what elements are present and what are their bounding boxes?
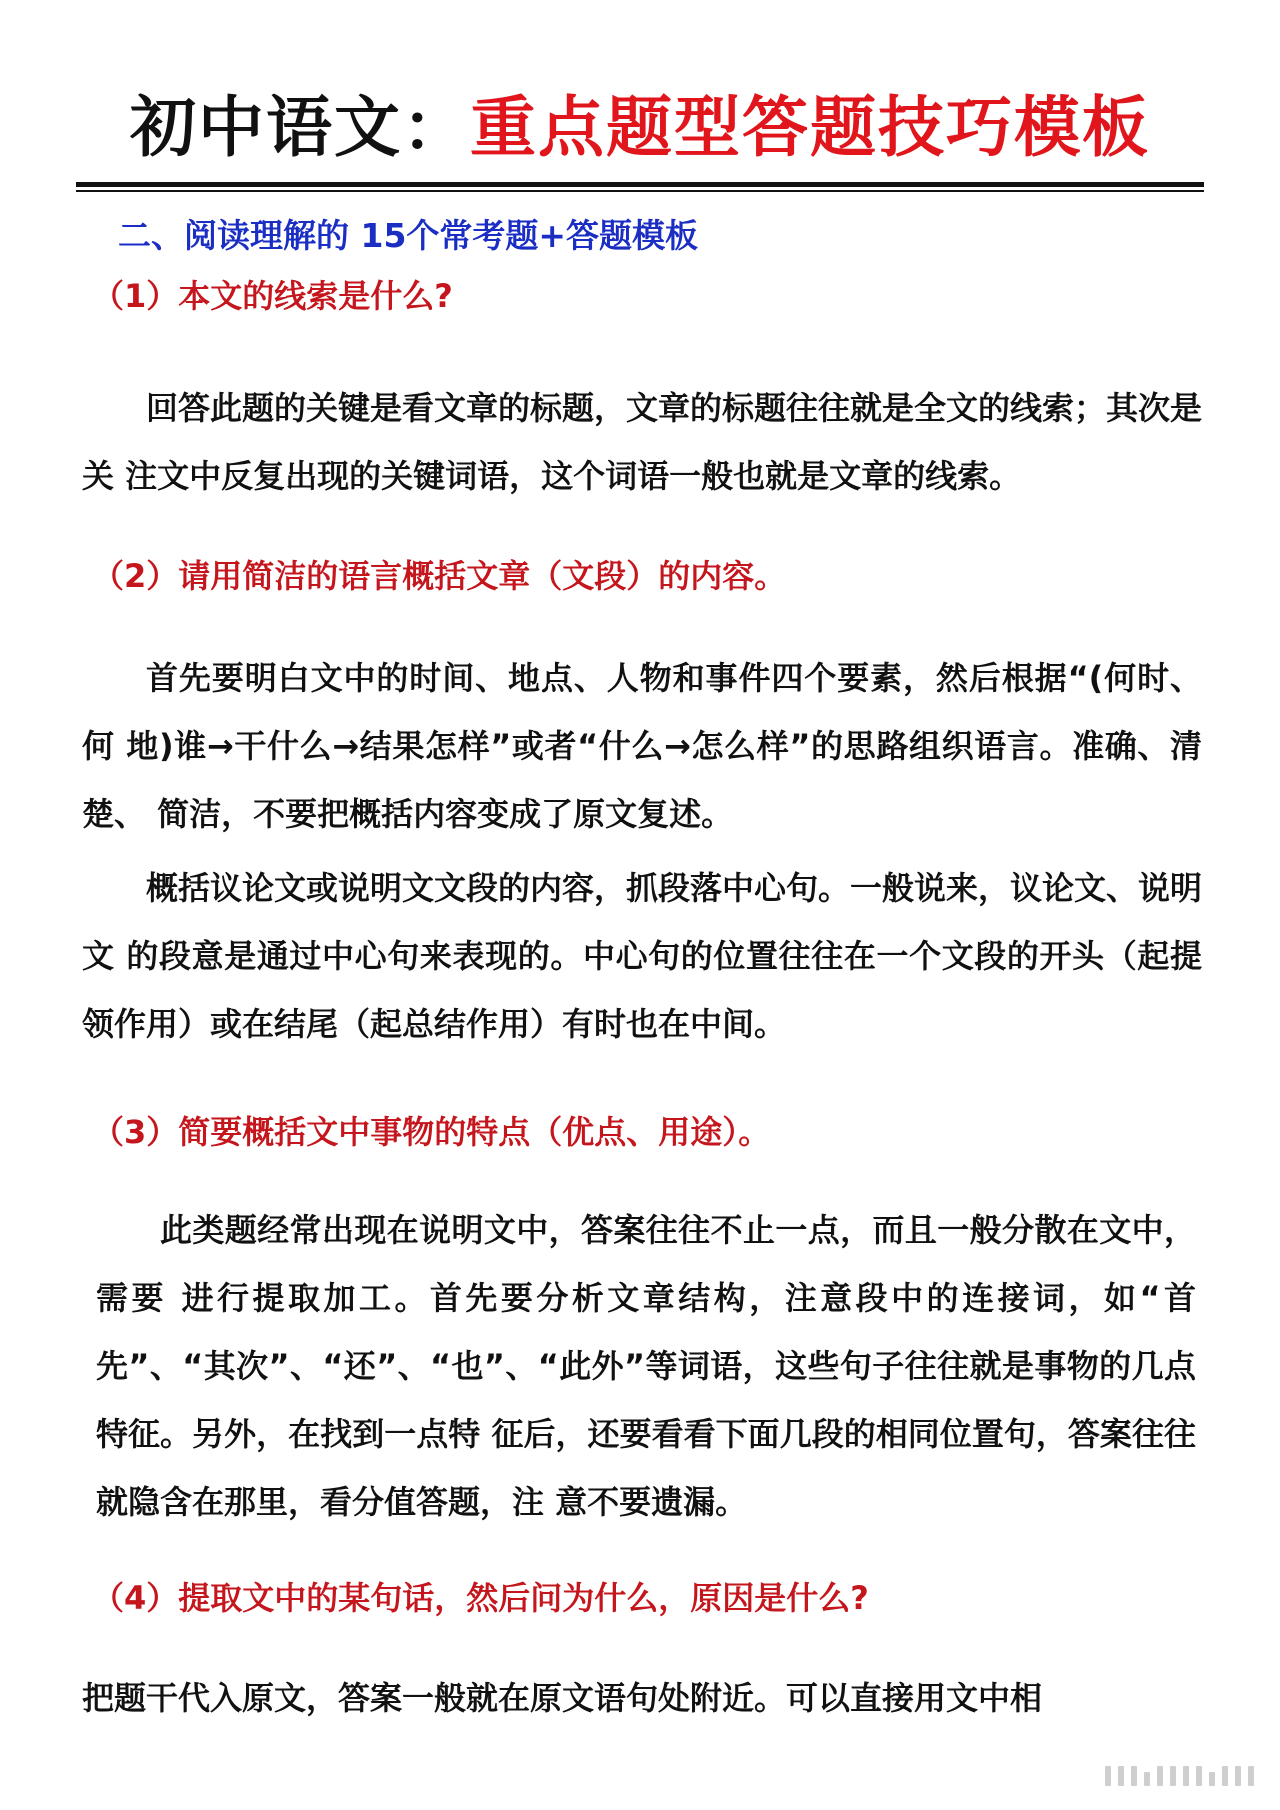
answer-1-paragraph-1: 回答此题的关键是看文章的标题，文章的标题往往就是全文的线索；其次是关 注文中反复出现的关键词语，这个词语一般也就是文章的线索。 xyxy=(82,389,1203,495)
answer-3-paragraph-1: 此类题经常出现在说明文中，答案往往不止一点，而且一般分散在文中，需要 进行提取加工。首先要分析文章结构，注意段中的连接词，如“首先”、“其次”、“还”、“也”、“此外”等词语，这些句子往往就是事物的几点特征。另外，在找到一点特 征后，还要看看下面几段的相同位置句，答案往往就隐含在那里，看分值答题，注 意不要遗漏。 xyxy=(96,1211,1196,1521)
question-3: （3）简要概括文中事物的特点（优点、用途）。 xyxy=(92,1113,771,1151)
answer-4-paragraph-1: 把题干代入原文，答案一般就在原文语句处附近。可以直接用文中相 xyxy=(82,1679,1043,1717)
section-heading: 二、阅读理解的 15个常考题+答题模板 xyxy=(118,216,699,255)
page-title xyxy=(0,78,1280,178)
title-divider-thin xyxy=(76,190,1204,192)
title-main: 重点题型答题技巧模板 xyxy=(470,89,1150,166)
answer-2-paragraph-2: 概括议论文或说明文文段的内容，抓段落中心句。一般说来，议论文、说明文 的段意是通过中心句来表现的。中心句的位置往往在一个文段的开头（起提领作用）或在结尾（起总结作用）有时也在中间。 xyxy=(82,869,1203,1043)
question-2: （2）请用简洁的语言概括文章（文段）的内容。 xyxy=(92,557,787,595)
question-4: （4）提取文中的某句话，然后问为什么，原因是什么? xyxy=(92,1579,869,1617)
title-divider xyxy=(76,182,1204,187)
answer-2-paragraph-1: 首先要明白文中的时间、地点、人物和事件四个要素，然后根据“(何时、何 地)谁→干什么→结果怎样”或者“什么→怎么样”的思路组织语言。准确、清楚、 简洁，不要把概括内容变成了原文复述。 xyxy=(82,659,1202,833)
title-prefix: 初中语文： xyxy=(130,89,470,166)
question-1: （1）本文的线索是什么? xyxy=(92,277,453,315)
watermark xyxy=(1105,1766,1254,1786)
